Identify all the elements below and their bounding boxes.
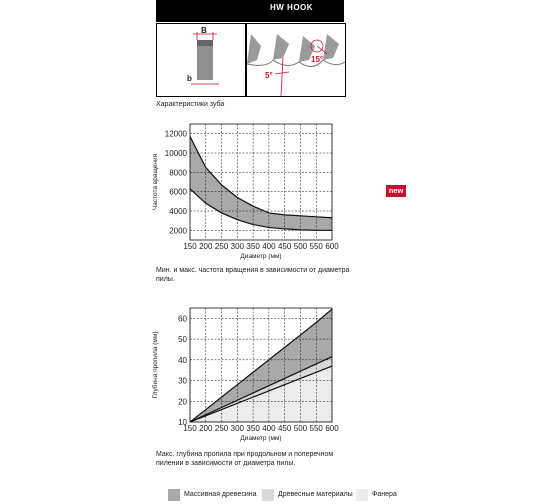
legend-swatch xyxy=(262,489,274,501)
page-title: HW HOOK xyxy=(270,3,314,12)
saw-tooth-1 xyxy=(247,34,261,64)
y-tick-label: 50 xyxy=(178,335,187,345)
saw-tooth-4 xyxy=(323,34,339,60)
x-tick-label: 300 xyxy=(230,242,245,251)
legend-item-wood-materials xyxy=(262,489,353,501)
x-tick-label: 550 xyxy=(309,424,323,433)
y-tick-label: 20 xyxy=(178,397,187,407)
x-tick-label: 250 xyxy=(214,424,229,433)
x-axis-label: Диаметр (мм) xyxy=(240,253,282,260)
x-tick-label: 450 xyxy=(277,424,292,433)
x-tick-label: 600 xyxy=(325,424,339,433)
y-tick-label: 8000 xyxy=(169,168,187,178)
legend-swatch xyxy=(168,489,180,501)
x-axis-label: Диаметр (мм) xyxy=(240,435,282,442)
legend-label: Массивная древесина xyxy=(184,491,257,498)
x-tick-label: 500 xyxy=(293,424,308,433)
x-tick-label: 550 xyxy=(309,242,323,251)
hook-reference-line xyxy=(281,58,283,96)
tooth-angle-figure xyxy=(247,24,345,96)
saw-tooth-2 xyxy=(273,34,289,60)
legend-item-plywood xyxy=(356,489,397,501)
x-tick-label: 600 xyxy=(325,242,339,251)
y-tick-label: 40 xyxy=(178,355,187,365)
header-bar xyxy=(156,0,344,22)
rake-angle-label: 15° xyxy=(311,55,324,64)
tooth-width-diagram xyxy=(156,23,246,97)
legend-label: Фанера xyxy=(372,491,397,498)
x-tick-label: 500 xyxy=(293,242,308,251)
tooth-width-label: B xyxy=(201,26,207,35)
rpm-chart xyxy=(150,118,350,262)
x-tick-label: 200 xyxy=(199,242,213,251)
y-tick-label: 60 xyxy=(178,314,187,324)
legend-item-solid-wood xyxy=(168,489,257,501)
x-tick-label: 400 xyxy=(262,424,276,433)
tooth-angle-diagram xyxy=(246,23,346,97)
x-tick-label: 300 xyxy=(230,424,245,433)
cut-depth-chart xyxy=(150,302,350,448)
y-axis-label: Глубина пропила (мм) xyxy=(152,331,159,399)
rpm-chart-caption: Мин. и макс. частота вращения в зависимости от диаметра пилы. xyxy=(156,267,350,283)
y-tick-label: 30 xyxy=(178,376,187,386)
hook-angle-label: 5° xyxy=(265,71,273,80)
y-tick-label: 6000 xyxy=(169,187,187,197)
x-tick-label: 400 xyxy=(262,242,276,251)
y-tick-label: 12000 xyxy=(164,129,187,139)
x-tick-label: 350 xyxy=(246,424,260,433)
x-tick-label: 200 xyxy=(199,424,213,433)
cut-depth-chart-caption: Макс. глубина пропила при продольном и поперечном пилении в зависимости от диаметра пилы. xyxy=(156,451,334,467)
y-tick-label: 10000 xyxy=(164,149,187,158)
tooth-width-figure xyxy=(157,24,245,96)
new-badge: new xyxy=(386,185,406,197)
x-tick-label: 350 xyxy=(246,242,260,251)
saw-gullet-line xyxy=(247,60,345,67)
tooth-tip xyxy=(197,40,213,46)
y-tick-label: 4000 xyxy=(169,207,187,216)
y-tick-label: 2000 xyxy=(169,226,187,236)
y-axis-label: Частота вращения xyxy=(152,153,159,211)
legend-label: Древесные материалы xyxy=(278,491,353,498)
x-tick-label: 250 xyxy=(214,242,229,251)
x-tick-label: 150 xyxy=(183,424,197,433)
tooth-kerf-label: b xyxy=(187,74,192,83)
x-tick-label: 150 xyxy=(183,242,197,251)
y-tick-label: 10 xyxy=(178,418,187,427)
tooth-section-caption: Характеристики зуба xyxy=(156,101,225,108)
legend-swatch xyxy=(356,489,368,501)
x-tick-label: 450 xyxy=(277,242,292,251)
